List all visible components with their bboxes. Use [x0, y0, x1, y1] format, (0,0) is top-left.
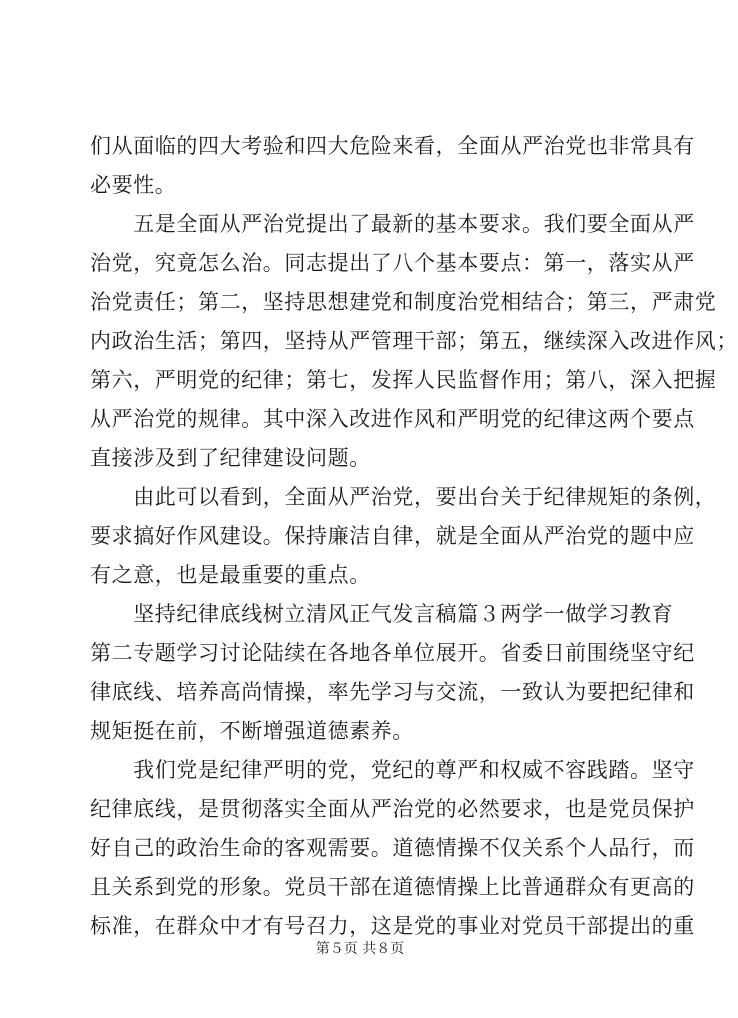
text-line: 治党责任；第二，坚持思想建党和制度治党相结合；第三，严肃党 [90, 290, 717, 314]
text-line: 要求搞好作风建设。保持廉洁自律，就是全面从严治党的题中应 [90, 524, 695, 548]
text-line: 好自己的政治生命的客观需要。道德情操不仅关系个人品行，而 [90, 836, 695, 860]
text-line: 们从面临的四大考验和四大危险来看，全面从严治党也非常具有 [90, 134, 695, 158]
text-line: 坚持纪律底线树立清风正气发言稿篇３两学一做学习教育 [90, 602, 674, 626]
text-line: 治党，究竟怎么治。同志提出了八个基本要点：第一，落实从严 [90, 251, 695, 275]
text-line: 直接涉及到了纪律建设问题。 [90, 446, 371, 470]
text-line: 有之意，也是最重要的重点。 [90, 563, 371, 587]
text-line: 律底线、培养高尚情操，率先学习与交流，一致认为要把纪律和 [90, 680, 695, 704]
text-line: 第六，严明党的纪律；第七，发挥人民监督作用；第八，深入把握 [90, 368, 717, 392]
text-line: 纪律底线，是贯彻落实全面从严治党的必然要求，也是党员保护 [90, 797, 695, 821]
text-line: 由此可以看到，全面从严治党，要出台关于纪律规矩的条例， [90, 485, 717, 509]
text-line: 第二专题学习讨论陆续在各地各单位展开。省委日前围绕坚守纪 [90, 641, 695, 665]
text-line: 我们党是纪律严明的党，党纪的尊严和权威不容践踏。坚守 [90, 758, 695, 782]
text-line: 五是全面从严治党提出了最新的基本要求。我们要全面从严 [90, 212, 695, 236]
text-line: 规矩挺在前，不断增强道德素养。 [90, 719, 414, 743]
text-line: 必要性。 [90, 173, 177, 197]
text-line: 从严治党的规律。其中深入改进作风和严明党的纪律这两个要点 [90, 407, 695, 431]
text-line: 内政治生活；第四，坚持从严管理干部；第五，继续深入改进作风； [90, 329, 738, 353]
text-line: 且关系到党的形象。党员干部在道德情操上比普通群众有更高的 [90, 875, 695, 899]
page-number-footer: 第５页 共８页 [315, 941, 405, 957]
text-line: 标准，在群众中才有号召力，这是党的事业对党员干部提出的重 [90, 914, 695, 938]
